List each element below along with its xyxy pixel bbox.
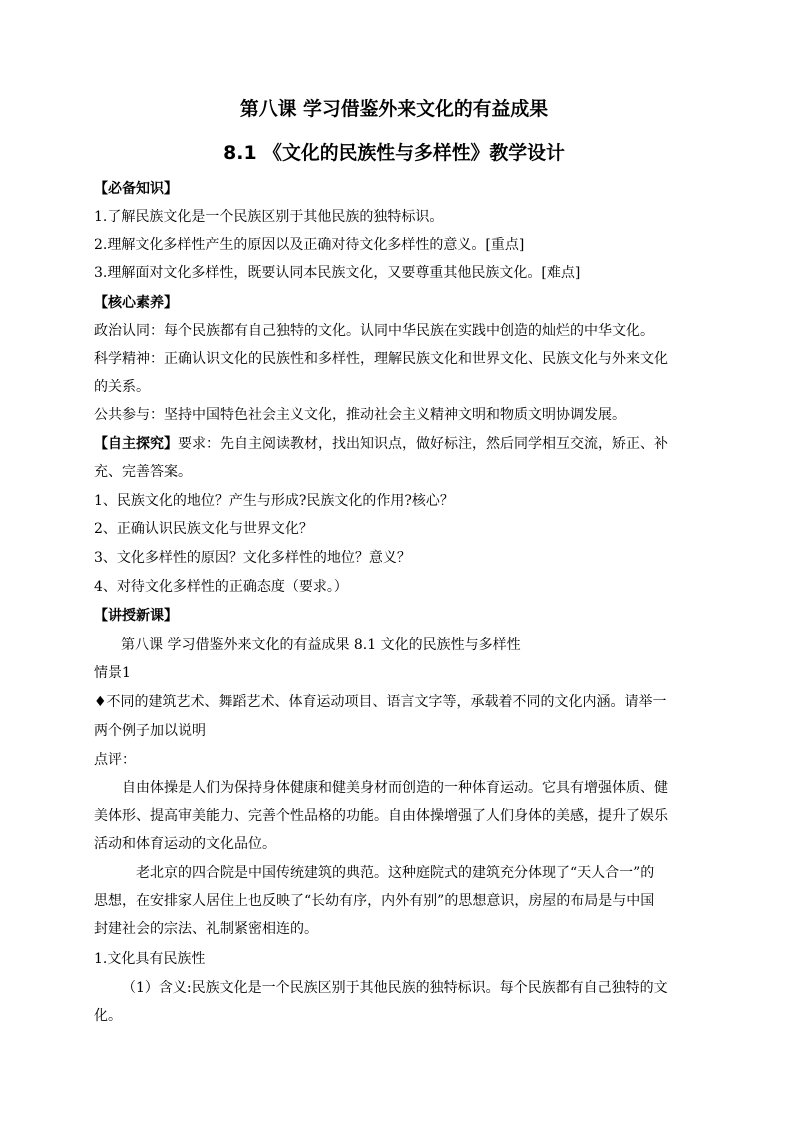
zizhu-intro xyxy=(94,435,668,453)
document-subtitle: 8.1 《文化的民族性与多样性》教学设计 xyxy=(223,142,565,164)
point-definition: （1）含义:民族文化是一个民族区别于其他民族的独特标识。每个民族都有自己独特的文 xyxy=(122,980,668,996)
bibei-item: 2.理解文化多样性产生的原因以及正确对待文化多样性的意义。[重点] xyxy=(94,237,525,253)
zizhu-question: 2、正确认识民族文化与世界文化？ xyxy=(94,521,313,537)
paragraph-line: 美体形、提高审美能力、完善个性品格的功能。自由体操增强了人们身体的美感，提升了娱乐 xyxy=(94,808,668,824)
paragraph-line: 自由体操是人们为保持身体健康和健美身材而创造的一种体育运动。它具有增强体质、健 xyxy=(122,780,668,796)
hexin-line: 公共参与：坚持中国特色社会主义文化，推动社会主义精神文明和物质文明协调发展。 xyxy=(94,407,626,423)
zizhu-question: 4、对待文化多样性的正确态度（要求。） xyxy=(94,579,348,595)
scene-label: 情景1 xyxy=(94,665,131,681)
scene-question: 两个例子加以说明 xyxy=(94,723,206,739)
section-heading-zizhu: 【自主探究】 xyxy=(94,436,178,452)
lesson-subtitle: 第八课 学习借鉴外来文化的有益成果 8.1 文化的民族性与多样性 xyxy=(121,637,521,653)
comment-label: 点评： xyxy=(94,752,136,768)
bibei-item: 3.理解面对文化多样性，既要认同本民族文化，又要尊重其他民族文化。[难点] xyxy=(94,265,581,281)
hexin-line: 科学精神：正确认识文化的民族性和多样性，理解民族文化和世界文化、民族文化与外来文化 xyxy=(94,351,668,367)
section-heading-hexin: 【核心素养】 xyxy=(94,295,178,311)
paragraph-line: 思想，在安排家人居住上也反映了“长幼有序，内外有别”的思想意识，房屋的布局是与中国 xyxy=(94,893,655,909)
scene-question: ♦不同的建筑艺术、舞蹈艺术、体育运动项目、语言文字等，承载着不同的文化内涵。请举一 xyxy=(94,694,667,710)
section-heading-bibei: 【必备知识】 xyxy=(94,181,178,197)
zizhu-question: 3、文化多样性的原因？文化多样性的地位？意义？ xyxy=(94,550,411,566)
section-heading-jiangshou: 【讲授新课】 xyxy=(94,608,178,624)
zizhu-requirement-cont: 充、完善答案。 xyxy=(94,464,192,480)
bibei-item: 1.了解民族文化是一个民族区别于其他民族的独特标识。 xyxy=(94,209,444,225)
hexin-line: 的关系。 xyxy=(94,379,150,395)
paragraph-line: 老北京的四合院是中国传统建筑的典范。这种庭院式的建筑充分体现了“天人合一”的 xyxy=(136,865,655,881)
document-title: 第八课 学习借鉴外来文化的有益成果 xyxy=(239,98,549,120)
paragraph-line: 活动和体育运动的文化品位。 xyxy=(94,836,276,852)
zizhu-requirement: 要求：先自主阅读教材，找出知识点，做好标注，然后同学相互交流，矫正、补 xyxy=(178,436,668,452)
point-definition: 化。 xyxy=(94,1008,122,1024)
paragraph-line: 封建社会的宗法、礼制紧密相连的。 xyxy=(94,921,318,937)
hexin-line: 政治认同：每个民族都有自己独特的文化。认同中华民族在实践中创造的灿烂的中华文化。 xyxy=(94,323,654,339)
zizhu-question: 1、民族文化的地位？产生与形成?民族文化的作用?核心？ xyxy=(94,493,454,509)
point-heading: 1.文化具有民族性 xyxy=(94,951,206,967)
